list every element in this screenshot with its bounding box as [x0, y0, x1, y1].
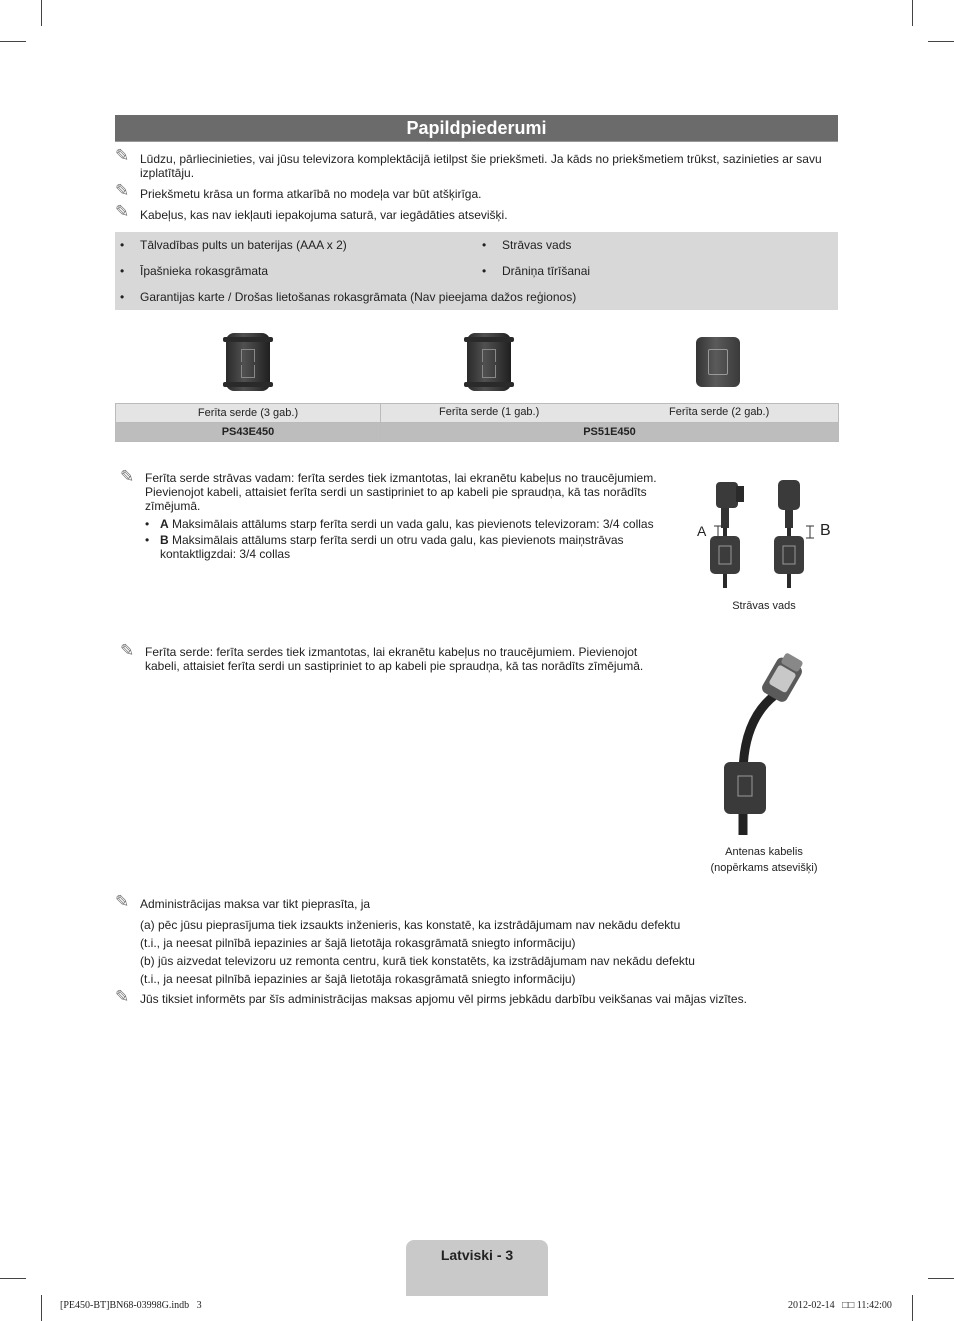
text-line: Pievienojot kabeli, attaisiet ferīta serdi un sastipriniet to ap kabeli pie spraudņa, kā tas norādīts [145, 485, 647, 499]
pencil-icon: ✎ [115, 202, 130, 221]
pencil-icon: ✎ [115, 146, 130, 165]
antenna-ferrite-text [145, 645, 643, 673]
imprint-left: [PE450-BT]BN68-03998G.indb 3 [60, 1300, 202, 1311]
pencil-icon: ✎ [115, 892, 130, 911]
admin-fee-final: Jūs tiksiet informēts par šīs administrācijas maksas apjomu vēl pirms jebkādu darbību veikšanas vai mājas vizītes. [140, 992, 747, 1006]
crop-mark [41, 1295, 42, 1321]
note-text: Kabeļus, kas nav iekļauti iepakojuma saturā, var iegādāties atsevišķi. [140, 208, 508, 222]
bullet: • [145, 533, 150, 547]
crop-mark [0, 41, 26, 42]
table-cell: PS51E450 [381, 423, 839, 442]
crop-mark [928, 41, 954, 42]
note-color-shape [115, 181, 839, 203]
caption-line: Antenas kabelis [725, 846, 803, 858]
text-line: (a) pēc jūsu pieprasījuma tiek izsaukts inženieris, kas konstatē, ka izstrādājumam nav nekādu defektu [140, 918, 681, 932]
note-line: izplatītāju. [140, 166, 195, 180]
caption-line: (nopērkams atsevišķi) [710, 862, 818, 874]
text-line: Maksimālais attālums starp ferīta serdi un vada galu, kas pievienots televizoram: 3/4 collas [172, 517, 654, 531]
table-cell [381, 404, 839, 423]
crop-mark [928, 1278, 954, 1279]
note-check-contents [115, 146, 839, 182]
label-a: A [160, 517, 169, 531]
pencil-icon: ✎ [120, 641, 135, 660]
ferrite-table [115, 403, 839, 442]
ferrite-core-image [467, 333, 511, 391]
text-line: Ferīta serde strāvas vadam: ferīta serdes tiek izmantotas, lai ekranētu kabeļus no traucējumiem. [145, 471, 657, 485]
label-b: B [160, 533, 169, 547]
diagram-label-a: A [697, 523, 707, 539]
text-line: Ferīta serde: ferīta serdes tiek izmantotas, lai ekranētu kabeļus no traucējumiem. Pievienojot [145, 645, 638, 659]
table-cell: Ferīta serde (3 gab.) [116, 404, 381, 423]
note-cables [115, 202, 839, 224]
pencil-icon: ✎ [115, 987, 130, 1006]
text-line: (t.i., ja neesat pilnībā iepazinies ar šajā lietotāja rokasgrāmatā sniegto informāciju) [140, 936, 576, 950]
crop-mark [0, 1278, 26, 1279]
power-ferrite-text [145, 471, 657, 513]
ferrite-core-image [226, 333, 270, 391]
ferrite-core-small-image [696, 337, 740, 387]
admin-fee-conditions [140, 916, 695, 988]
note-text [140, 152, 822, 180]
text-line: Maksimālais attālums starp ferīta serdi un otru vada galu, kas pievienots maiņstrāvas [172, 533, 624, 547]
table-cell-text: Ferīta serde (2 gab.) [669, 406, 770, 418]
note-text: Priekšmetu krāsa un forma atkarībā no modeļa var būt atšķirīga. [140, 187, 482, 201]
bullet-b [145, 533, 624, 561]
crop-mark [912, 1295, 913, 1321]
table-row [116, 404, 839, 423]
table-cell: PS43E450 [116, 423, 381, 442]
page-number-tab: Latviski - 3 [406, 1240, 548, 1296]
table-cell-text: Ferīta serde (1 gab.) [439, 406, 540, 418]
bullet-a [145, 517, 654, 531]
note-line: Lūdzu, pārliecinieties, vai jūsu televizora komplektācijā ietilpst šie priekšmeti. Ja kāds no priekšmetiem trūkst, sazinieties ar savu [140, 152, 822, 166]
power-cord-illustration [690, 470, 840, 590]
text-line: (t.i., ja neesat pilnībā iepazinies ar šajā lietotāja rokasgrāmatā sniegto informāciju) [140, 972, 576, 986]
antenna-cable-caption [694, 844, 834, 876]
pencil-icon: ✎ [115, 181, 130, 200]
bullet: • [145, 517, 150, 531]
page-title: Papildpiederumi [115, 115, 838, 142]
accessories-list: • Tālvadības pults un baterijas (AAA x 2) • Strāvas vads • Īpašnieka rokasgrāmata • Drāniņa tīrīšanai • Garantijas karte / Drošas lietošanas rokasgrāmata (Nav pieejama dažos reģionos) [115, 232, 838, 310]
text-line: kontaktligzdai: 3/4 collas [160, 547, 291, 561]
text-line: zīmējumā. [145, 499, 201, 513]
crop-mark [912, 0, 913, 26]
crop-mark [41, 0, 42, 26]
text-line: kabeli, attaisiet ferīta serdi un sastipriniet to ap kabeli pie spraudņa, kā tas norādīts zīmējumā. [145, 659, 644, 673]
imprint-right: 2012-02-14 □□ 11:42:00 [788, 1300, 892, 1311]
text-line: (b) jūs aizvedat televizoru uz remonta centru, kurā tiek konstatēts, ka izstrādājumam nav nekādu defektu [140, 954, 695, 968]
power-cord-caption: Strāvas vads [732, 600, 796, 612]
admin-fee-heading: Administrācijas maksa var tikt pieprasīta, ja [140, 897, 371, 911]
antenna-cable-illustration [715, 650, 815, 840]
table-row [116, 423, 839, 442]
pencil-icon: ✎ [120, 467, 135, 486]
diagram-label-b: B [820, 522, 831, 539]
